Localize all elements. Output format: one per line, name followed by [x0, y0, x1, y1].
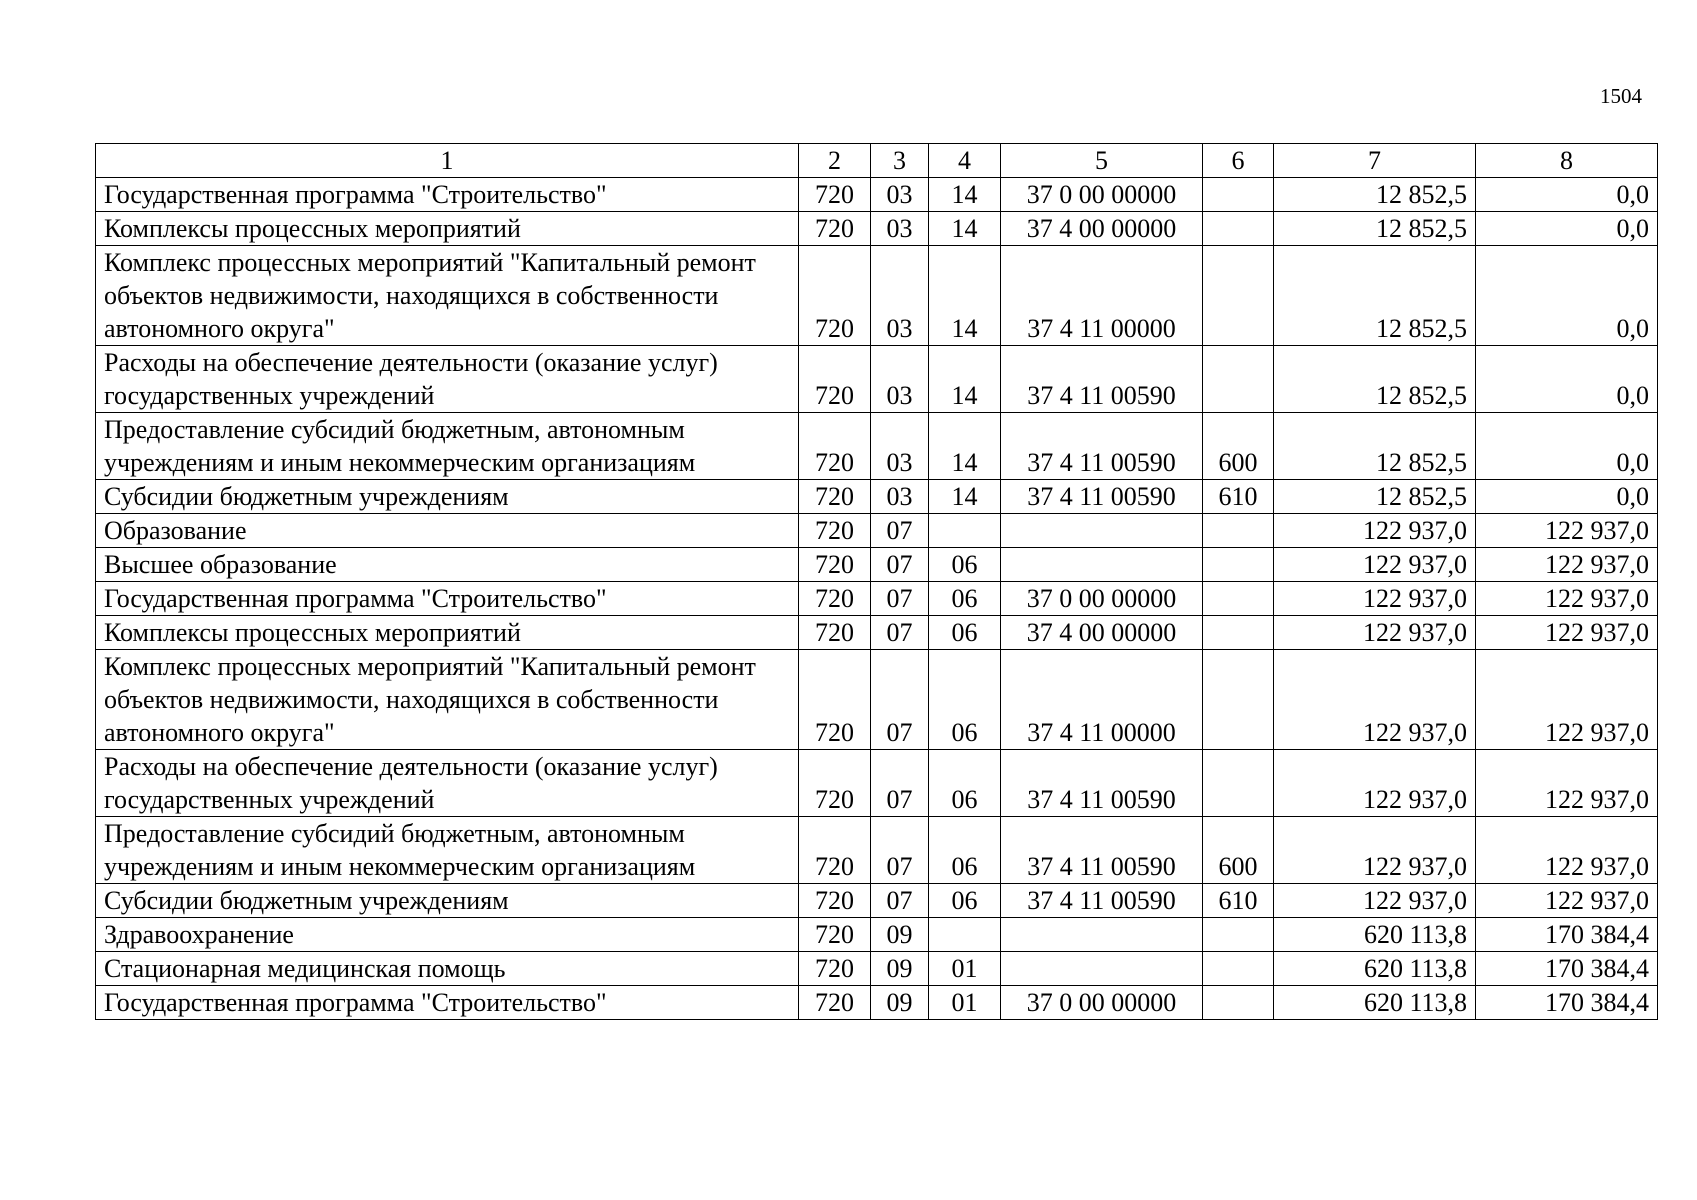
header-row [96, 144, 1658, 178]
cell-expense-type: 600 [1203, 817, 1274, 884]
cell-name: Комплекс процессных мероприятий "Капитальный ремонт объектов недвижимости, находящихся в собственности автономного округа" [96, 246, 799, 346]
cell-amount-col8: 122 937,0 [1476, 817, 1658, 884]
cell-subsection: 14 [929, 178, 1001, 212]
cell-name: Государственная программа "Строительство" [96, 178, 799, 212]
cell-section: 07 [871, 514, 929, 548]
cell-section: 09 [871, 918, 929, 952]
cell-expense-type [1203, 616, 1274, 650]
cell-expense-type [1203, 548, 1274, 582]
cell-section: 09 [871, 952, 929, 986]
cell-section: 07 [871, 582, 929, 616]
cell-amount-col8: 122 937,0 [1476, 650, 1658, 750]
table-row [96, 212, 1658, 246]
cell-subsection: 14 [929, 246, 1001, 346]
cell-section: 03 [871, 178, 929, 212]
cell-admin-code: 720 [799, 514, 871, 548]
cell-subsection: 14 [929, 212, 1001, 246]
cell-target-article: 37 4 11 00590 [1001, 346, 1203, 413]
cell-subsection: 06 [929, 548, 1001, 582]
cell-target-article: 37 0 00 00000 [1001, 986, 1203, 1020]
cell-amount-col7: 12 852,5 [1274, 413, 1476, 480]
table-row [96, 480, 1658, 514]
cell-target-article: 37 4 11 00590 [1001, 480, 1203, 514]
cell-target-article [1001, 918, 1203, 952]
cell-expense-type [1203, 346, 1274, 413]
cell-admin-code: 720 [799, 178, 871, 212]
cell-name: Субсидии бюджетным учреждениям [96, 480, 799, 514]
cell-section: 09 [871, 986, 929, 1020]
table-row [96, 986, 1658, 1020]
cell-amount-col8: 0,0 [1476, 413, 1658, 480]
table-row [96, 246, 1658, 346]
cell-admin-code: 720 [799, 413, 871, 480]
cell-amount-col8: 0,0 [1476, 346, 1658, 413]
table-row [96, 918, 1658, 952]
cell-amount-col8: 170 384,4 [1476, 952, 1658, 986]
cell-expense-type: 600 [1203, 413, 1274, 480]
cell-section: 03 [871, 246, 929, 346]
column-header: 8 [1476, 144, 1658, 178]
cell-target-article: 37 4 11 00000 [1001, 246, 1203, 346]
cell-subsection: 14 [929, 346, 1001, 413]
column-header: 5 [1001, 144, 1203, 178]
cell-target-article [1001, 952, 1203, 986]
table-row [96, 413, 1658, 480]
table-row [96, 650, 1658, 750]
cell-amount-col7: 620 113,8 [1274, 986, 1476, 1020]
cell-amount-col7: 12 852,5 [1274, 346, 1476, 413]
cell-expense-type [1203, 952, 1274, 986]
table-row [96, 582, 1658, 616]
cell-name: Здравоохранение [96, 918, 799, 952]
cell-target-article: 37 4 11 00590 [1001, 884, 1203, 918]
cell-name: Комплекс процессных мероприятий "Капитальный ремонт объектов недвижимости, находящихся в собственности автономного округа" [96, 650, 799, 750]
cell-name: Стационарная медицинская помощь [96, 952, 799, 986]
cell-expense-type [1203, 246, 1274, 346]
cell-target-article: 37 4 11 00590 [1001, 413, 1203, 480]
cell-section: 03 [871, 413, 929, 480]
budget-table [95, 143, 1658, 1020]
cell-admin-code: 720 [799, 480, 871, 514]
cell-subsection: 06 [929, 582, 1001, 616]
cell-name: Государственная программа "Строительство" [96, 986, 799, 1020]
cell-admin-code: 720 [799, 918, 871, 952]
page-number: 1504 [1600, 84, 1642, 108]
cell-subsection: 01 [929, 952, 1001, 986]
cell-amount-col7: 122 937,0 [1274, 817, 1476, 884]
column-header: 7 [1274, 144, 1476, 178]
cell-target-article: 37 4 11 00590 [1001, 750, 1203, 817]
column-header: 6 [1203, 144, 1274, 178]
cell-expense-type [1203, 178, 1274, 212]
cell-subsection [929, 514, 1001, 548]
cell-expense-type [1203, 750, 1274, 817]
cell-target-article [1001, 514, 1203, 548]
cell-amount-col7: 122 937,0 [1274, 750, 1476, 817]
cell-target-article: 37 0 00 00000 [1001, 582, 1203, 616]
cell-target-article: 37 4 00 00000 [1001, 212, 1203, 246]
cell-amount-col7: 122 937,0 [1274, 514, 1476, 548]
cell-expense-type [1203, 514, 1274, 548]
cell-name: Комплексы процессных мероприятий [96, 616, 799, 650]
cell-admin-code: 720 [799, 246, 871, 346]
cell-amount-col8: 122 937,0 [1476, 884, 1658, 918]
cell-amount-col8: 122 937,0 [1476, 582, 1658, 616]
cell-name: Высшее образование [96, 548, 799, 582]
cell-admin-code: 720 [799, 212, 871, 246]
cell-name: Предоставление субсидий бюджетным, автономным учреждениям и иным некоммерческим организациям [96, 413, 799, 480]
cell-name: Расходы на обеспечение деятельности (оказание услуг) государственных учреждений [96, 346, 799, 413]
cell-admin-code: 720 [799, 986, 871, 1020]
table-row [96, 548, 1658, 582]
table-row [96, 346, 1658, 413]
cell-admin-code: 720 [799, 616, 871, 650]
cell-expense-type [1203, 986, 1274, 1020]
cell-expense-type: 610 [1203, 884, 1274, 918]
cell-name: Субсидии бюджетным учреждениям [96, 884, 799, 918]
cell-subsection: 06 [929, 750, 1001, 817]
cell-section: 03 [871, 212, 929, 246]
cell-amount-col7: 620 113,8 [1274, 918, 1476, 952]
cell-amount-col8: 0,0 [1476, 178, 1658, 212]
cell-amount-col7: 12 852,5 [1274, 480, 1476, 514]
cell-admin-code: 720 [799, 582, 871, 616]
cell-amount-col7: 122 937,0 [1274, 548, 1476, 582]
cell-subsection: 14 [929, 480, 1001, 514]
cell-amount-col8: 0,0 [1476, 480, 1658, 514]
cell-target-article: 37 4 11 00000 [1001, 650, 1203, 750]
column-header: 1 [96, 144, 799, 178]
cell-amount-col8: 122 937,0 [1476, 514, 1658, 548]
cell-subsection [929, 918, 1001, 952]
cell-amount-col8: 0,0 [1476, 212, 1658, 246]
cell-subsection: 06 [929, 616, 1001, 650]
cell-target-article: 37 4 11 00590 [1001, 817, 1203, 884]
cell-section: 07 [871, 616, 929, 650]
cell-section: 07 [871, 884, 929, 918]
cell-amount-col8: 170 384,4 [1476, 986, 1658, 1020]
cell-admin-code: 720 [799, 952, 871, 986]
cell-expense-type [1203, 918, 1274, 952]
cell-amount-col7: 122 937,0 [1274, 884, 1476, 918]
cell-section: 07 [871, 750, 929, 817]
table-row [96, 884, 1658, 918]
cell-name: Расходы на обеспечение деятельности (оказание услуг) государственных учреждений [96, 750, 799, 817]
cell-expense-type [1203, 212, 1274, 246]
cell-name: Образование [96, 514, 799, 548]
column-header: 4 [929, 144, 1001, 178]
cell-subsection: 01 [929, 986, 1001, 1020]
cell-admin-code: 720 [799, 548, 871, 582]
cell-expense-type [1203, 582, 1274, 616]
cell-amount-col7: 122 937,0 [1274, 582, 1476, 616]
cell-section: 03 [871, 346, 929, 413]
cell-section: 07 [871, 548, 929, 582]
cell-admin-code: 720 [799, 346, 871, 413]
cell-subsection: 06 [929, 650, 1001, 750]
cell-admin-code: 720 [799, 817, 871, 884]
cell-amount-col8: 170 384,4 [1476, 918, 1658, 952]
column-header: 2 [799, 144, 871, 178]
cell-target-article: 37 0 00 00000 [1001, 178, 1203, 212]
cell-amount-col7: 12 852,5 [1274, 246, 1476, 346]
cell-amount-col8: 0,0 [1476, 246, 1658, 346]
cell-subsection: 14 [929, 413, 1001, 480]
column-header: 3 [871, 144, 929, 178]
cell-amount-col7: 122 937,0 [1274, 650, 1476, 750]
cell-section: 03 [871, 480, 929, 514]
cell-amount-col7: 12 852,5 [1274, 212, 1476, 246]
cell-admin-code: 720 [799, 750, 871, 817]
cell-expense-type [1203, 650, 1274, 750]
table-row [96, 952, 1658, 986]
table-row [96, 616, 1658, 650]
cell-subsection: 06 [929, 884, 1001, 918]
table-row [96, 750, 1658, 817]
cell-name: Государственная программа "Строительство" [96, 582, 799, 616]
cell-amount-col7: 620 113,8 [1274, 952, 1476, 986]
table-row [96, 178, 1658, 212]
table-row [96, 514, 1658, 548]
cell-amount-col8: 122 937,0 [1476, 548, 1658, 582]
cell-name: Предоставление субсидий бюджетным, автономным учреждениям и иным некоммерческим организациям [96, 817, 799, 884]
cell-amount-col7: 122 937,0 [1274, 616, 1476, 650]
cell-name: Комплексы процессных мероприятий [96, 212, 799, 246]
cell-target-article: 37 4 00 00000 [1001, 616, 1203, 650]
cell-admin-code: 720 [799, 650, 871, 750]
table-row [96, 817, 1658, 884]
cell-expense-type: 610 [1203, 480, 1274, 514]
cell-amount-col8: 122 937,0 [1476, 616, 1658, 650]
cell-subsection: 06 [929, 817, 1001, 884]
cell-admin-code: 720 [799, 884, 871, 918]
cell-target-article [1001, 548, 1203, 582]
cell-amount-col7: 12 852,5 [1274, 178, 1476, 212]
cell-amount-col8: 122 937,0 [1476, 750, 1658, 817]
cell-section: 07 [871, 817, 929, 884]
cell-section: 07 [871, 650, 929, 750]
